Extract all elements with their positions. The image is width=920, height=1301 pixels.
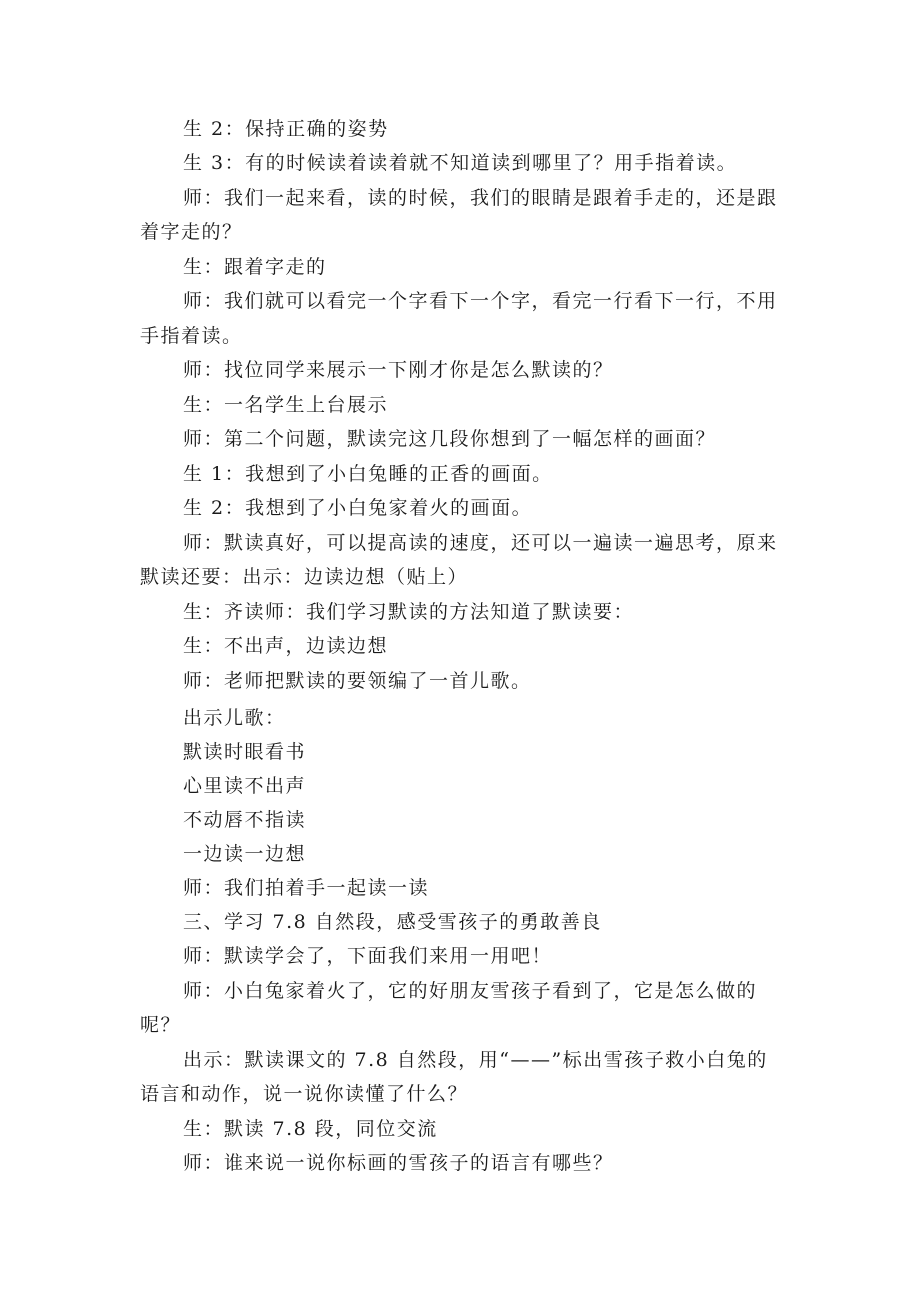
poem-line: 默读时眼看书 <box>183 741 307 763</box>
paragraph-line: 出示：默读课文的 7.8 自然段，用“——”标出雪孩子救小白兔的 <box>183 1049 768 1071</box>
paragraph-line: 师：第二个问题，默读完这几段你想到了一幅怎样的画面？ <box>183 428 717 450</box>
paragraph-line: 师：我们就可以看完一个字看下一个字，看完一行看下一行，不用 <box>183 290 778 312</box>
paragraph-line: 生 1：我想到了小白兔睡的正香的画面。 <box>183 463 553 485</box>
paragraph-line: 生：默读 7.8 段，同位交流 <box>183 1118 438 1140</box>
paragraph-line: 师：我们一起来看，读的时候，我们的眼睛是跟着手走的，还是跟 <box>183 187 778 209</box>
paragraph-line: 生：跟着字走的 <box>183 256 327 278</box>
paragraph-line: 生 3：有的时候读着读着就不知道读到哪里了？用手指着读。 <box>183 152 738 174</box>
paragraph-line: 师：小白兔家着火了，它的好朋友雪孩子看到了，它是怎么做的 <box>183 980 758 1002</box>
paragraph-line: 师：老师把默读的要领编了一首儿歌。 <box>183 670 532 692</box>
paragraph-line: 师：默读真好，可以提高读的速度，还可以一遍读一遍思考，原来 <box>183 532 778 554</box>
poem-line: 不动唇不指读 <box>183 809 307 831</box>
paragraph-line: 师：我们拍着手一起读一读 <box>183 877 430 899</box>
paragraph-line: 生 2：保持正确的姿势 <box>183 118 389 140</box>
paragraph-line: 生：一名学生上台展示 <box>183 394 389 416</box>
paragraph-line: 生 2：我想到了小白兔家着火的画面。 <box>183 497 533 519</box>
poem-line: 心里读不出声 <box>183 775 307 797</box>
paragraph-line: 着字走的？ <box>140 221 243 243</box>
section-heading: 三、学习 7.8 自然段，感受雪孩子的勇敢善良 <box>183 911 602 933</box>
paragraph-line: 默读还要：出示：边读边想（贴上） <box>140 566 469 588</box>
paragraph-line: 师：谁来说一说你标画的雪孩子的语言有哪些？ <box>183 1152 614 1174</box>
paragraph-line: 师：找位同学来展示一下刚才你是怎么默读的？ <box>183 359 614 381</box>
paragraph-line: 师：默读学会了，下面我们来用一用吧！ <box>183 945 553 967</box>
paragraph-line: 语言和动作，说一说你读懂了什么？ <box>140 1083 469 1105</box>
paragraph-line: 手指着读。 <box>140 325 243 347</box>
paragraph-line: 呢？ <box>140 1014 182 1036</box>
poem-line: 一边读一边想 <box>183 843 307 865</box>
paragraph-line: 生：齐读师：我们学习默读的方法知道了默读要： <box>183 601 635 623</box>
paragraph-line: 出示儿歌： <box>183 707 286 729</box>
paragraph-line: 生：不出声，边读边想 <box>183 635 389 657</box>
